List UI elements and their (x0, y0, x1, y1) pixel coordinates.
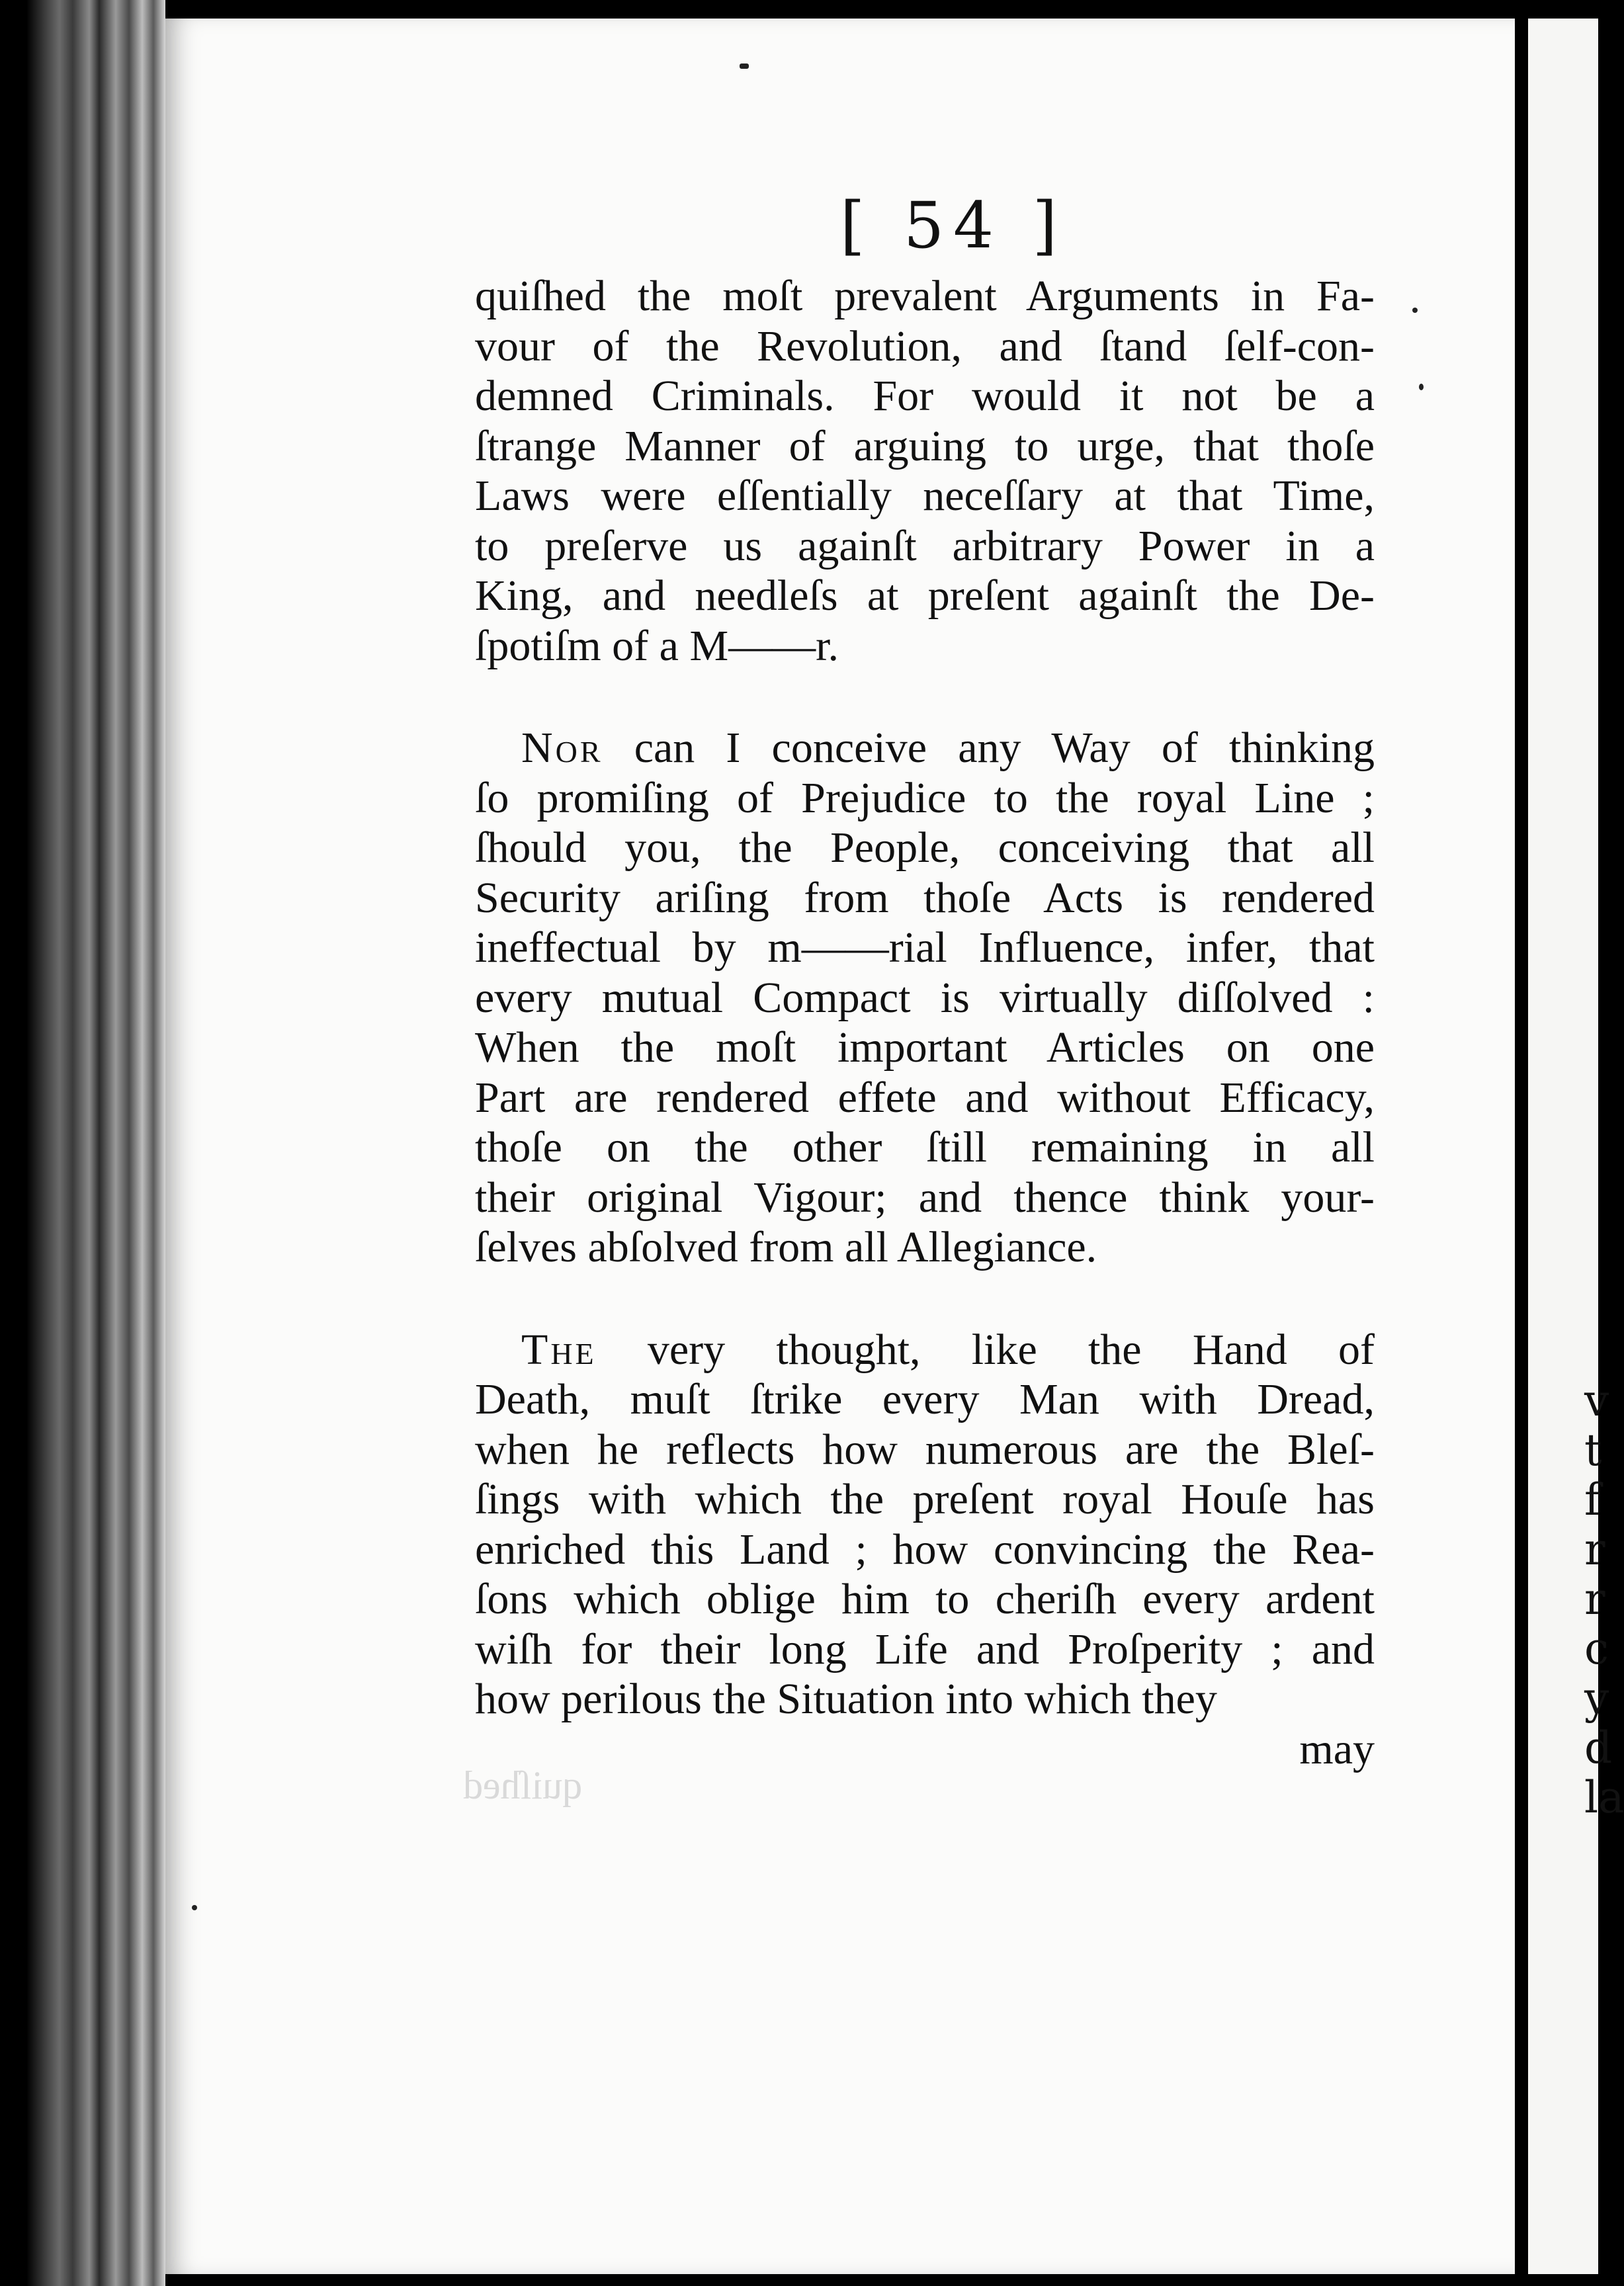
text-line: ſings with which the preſent royal Houſe has (475, 1475, 1375, 1523)
text-line: their original Vigour; and thence think your- (475, 1173, 1375, 1222)
text-line: to preſerve us againſt arbitrary Power in a (475, 521, 1375, 570)
text-line: how perilous the Situation into which they (475, 1675, 1217, 1723)
paragraph-gap (475, 1273, 1375, 1325)
text-line: Death, muſt ſtrike every Man with Dread, (475, 1375, 1375, 1423)
text-line-rest: can I conceive any Way of thinking (603, 724, 1375, 772)
text-line: Laws were eſſentially neceſſary at that Time, (475, 472, 1375, 520)
ink-speck (192, 1905, 197, 1910)
text-line: demned Criminals. For would it not be a (475, 372, 1375, 420)
text-line: wiſh for their long Life and Proſperity ; and (475, 1625, 1375, 1673)
text-line: ſelves abſolved from all Allegiance. (475, 1223, 1097, 1271)
facing-page-letters (1584, 1375, 1624, 1823)
facing-letter: y (1584, 1673, 1609, 1724)
text-line: thoſe on the other ſtill remaining in all (475, 1123, 1375, 1171)
facing-letter: r (1584, 1574, 1605, 1625)
facing-letter: r (1584, 1524, 1605, 1575)
text-line: ſo promiſing of Prejudice to the royal Line ; (475, 773, 1375, 822)
body-text (475, 271, 1375, 1774)
paragraph-lead-word: Nor (521, 724, 603, 772)
ink-speck (1419, 384, 1424, 390)
text-line: enriched this Land ; how convincing the Rea- (475, 1525, 1375, 1574)
book-gutter (0, 0, 165, 2286)
facing-letter: v (1584, 1375, 1609, 1426)
facing-letter: d (1584, 1722, 1613, 1773)
bleed-through-text: quiſhed (463, 1763, 582, 1807)
catchword: may (1299, 1724, 1375, 1773)
text-line: ſons which oblige him to cheriſh every ardent (475, 1575, 1375, 1623)
text-line: ineffectual by m——rial Influence, infer, that (475, 923, 1375, 972)
text-line: when he reflects how numerous are the Bleſ- (475, 1425, 1375, 1474)
text-line: ſtrange Manner of arguing to urge, that thoſe (475, 421, 1375, 470)
ink-speck (1412, 308, 1418, 313)
text-line: vour of the Revolution, and ſtand ſelf-con- (475, 321, 1375, 370)
text-line: every mutual Compact is virtually diſſolved : (475, 973, 1375, 1022)
text-line: ſpotiſm of a M——r. (475, 621, 839, 670)
facing-letter: c (1584, 1623, 1609, 1674)
facing-letter: la (1584, 1772, 1624, 1823)
text-line: King, and needleſs at preſent againſt the De- (475, 572, 1375, 620)
paragraph-lead-word: The (521, 1325, 597, 1374)
text-line: Part are rendered effete and without Efficacy, (475, 1073, 1375, 1122)
text-line (475, 1325, 1375, 1375)
text-line: ſhould you, the People, conceiving that all (475, 824, 1375, 872)
text-line (475, 723, 1375, 773)
text-line-rest: very thought, like the Hand of (596, 1325, 1375, 1374)
text-line: When the moſt important Articles on one (475, 1023, 1375, 1072)
page-number: [ 54 ] (840, 189, 1067, 263)
printer-mark (740, 64, 749, 69)
facing-letter: t (1584, 1425, 1602, 1476)
facing-letter: f (1584, 1474, 1601, 1525)
text-line: Security ariſing from thoſe Acts is rendered (475, 873, 1375, 922)
paragraph-gap (475, 671, 1375, 723)
page-edge-divider (1515, 0, 1528, 2286)
text-line: quiſhed the moſt prevalent Arguments in Fa- (475, 272, 1375, 320)
facing-page-fragment (1528, 19, 1598, 2274)
